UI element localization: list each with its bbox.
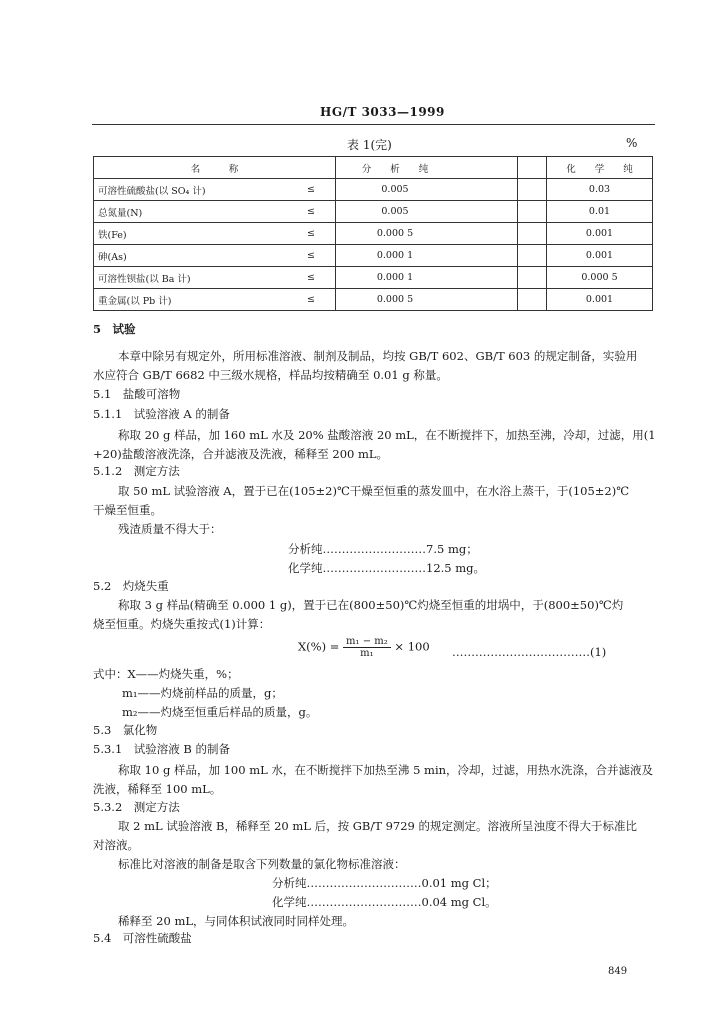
- row-name: 可溶性钡盐(以 Ba 计): [94, 267, 288, 289]
- formula-numerator: m₁ − m₂: [343, 636, 391, 648]
- table-row: [94, 267, 653, 289]
- s532-limit-ar: 分析纯…………………………0.01 mg Cl；: [272, 876, 497, 890]
- row-op: ≤: [307, 250, 315, 261]
- row-name: 重金属(以 Pb 计): [94, 289, 288, 311]
- header-rule: [92, 124, 655, 125]
- row-op: ≤: [307, 184, 315, 195]
- section-5-1-2: 5.1.2 测定方法: [93, 464, 180, 478]
- s5-para-line1: 本章中除另有规定外，所用标准溶液、制剂及制品，均按 GB/T 602、GB/T 603 的规定制备，实验用: [118, 349, 638, 363]
- table-header-row: [94, 157, 653, 179]
- table-row: [94, 245, 653, 267]
- table-row: [94, 179, 653, 201]
- row-cp: 0.001: [547, 223, 653, 245]
- row-ar: 0.000 5: [336, 223, 455, 245]
- s532-limit-cp: 化学纯…………………………0.04 mg Cl。: [272, 895, 497, 909]
- formula-number: ………………………………(1): [452, 645, 607, 659]
- row-cp: 0.000 5: [547, 267, 653, 289]
- s532-para-line1: 取 2 mL 试验溶液 B，稀释至 20 mL 后，按 GB/T 9729 的规定测定。溶液所呈浊度不得大于标准比: [118, 819, 637, 833]
- row-ar: 0.005: [336, 201, 455, 223]
- row-op: ≤: [307, 228, 315, 239]
- row-name: 可溶性硫酸盐(以 SO₄ 计): [94, 179, 288, 201]
- section-5-4: 5.4 可溶性硫酸盐: [93, 931, 192, 945]
- s5-para-line2: 水应符合 GB/T 6682 中三级水规格，样品均按精确至 0.01 g 称量。: [93, 368, 448, 382]
- table-row: [94, 201, 653, 223]
- s511-para-line2: +20)盐酸溶液洗涤，合并滤液及洗液，稀释至 200 mL。: [93, 447, 389, 461]
- formula-1: [298, 636, 430, 659]
- formula-fraction: [343, 636, 391, 659]
- row-name: 砷(As): [94, 245, 288, 267]
- s512-limit-ar: 分析纯………………………7.5 mg；: [288, 542, 478, 556]
- row-cp: 0.001: [547, 289, 653, 311]
- s512-para-2: 残渣质量不得大于：: [118, 522, 222, 536]
- s512-para-line1: 取 50 mL 试验溶液 A，置于已在(105±2)℃干燥至恒重的蒸发皿中，在水浴上蒸干，于(105±2)℃: [118, 484, 630, 498]
- row-op: ≤: [307, 206, 315, 217]
- row-cp: 0.03: [547, 179, 653, 201]
- formula-denominator: m₁: [360, 648, 374, 659]
- row-name: 总氮量(N): [94, 201, 288, 223]
- section-5-1-1: 5.1.1 试验溶液 A 的制备: [93, 407, 230, 421]
- section-5-3-2: 5.3.2 测定方法: [93, 800, 180, 814]
- s512-para-line2: 干燥至恒重。: [93, 503, 162, 517]
- section-5-3-1: 5.3.1 试验溶液 B 的制备: [93, 742, 231, 756]
- s532-para-3: 稀释至 20 mL，与同体积试液同时同样处理。: [118, 914, 354, 928]
- row-cp: 0.01: [547, 201, 653, 223]
- row-ar: 0.000 1: [336, 267, 455, 289]
- formula-lhs: X(%) =: [298, 639, 340, 654]
- page-number: 849: [608, 966, 628, 977]
- s532-para-2: 标准比对溶液的制备是取含下列数量的氯化物标准溶液：: [118, 857, 406, 871]
- section-5-title: 5 试验: [93, 322, 136, 336]
- row-op: ≤: [307, 272, 315, 283]
- col-cp: 化 学 纯: [547, 157, 653, 179]
- s531-para-line2: 洗液，稀释至 100 mL。: [93, 782, 222, 796]
- where-x: 式中：X——灼烧失重，%；: [93, 667, 239, 681]
- s52-para-line1: 称取 3 g 样品(精确至 0.000 1 g)，置于已在(800±50)℃灼烧至恒重的坩埚中，于(800±50)℃灼: [118, 598, 624, 612]
- s511-para-line1: 称取 20 g 样品，加 160 mL 水及 20% 盐酸溶液 20 mL，在不断搅拌下，加热至沸，冷却，过滤，用(1: [118, 428, 656, 442]
- table-unit: %: [626, 136, 638, 150]
- section-5-1: 5.1 盐酸可溶物: [93, 387, 181, 401]
- row-ar: 0.000 1: [336, 245, 455, 267]
- spec-table: [93, 156, 653, 311]
- row-ar: 0.000 5: [336, 289, 455, 311]
- table-row: [94, 223, 653, 245]
- col-ar: 分 析 纯: [336, 157, 455, 179]
- where-m2: m₂——灼烧至恒重后样品的质量，g。: [122, 705, 318, 719]
- section-5-3: 5.3 氯化物: [93, 723, 158, 737]
- s531-para-line1: 称取 10 g 样品，加 100 mL 水，在不断搅拌下加热至沸 5 min，冷却，过滤，用热水洗涤，合并滤液及: [118, 763, 654, 777]
- formula-rhs: × 100: [394, 639, 430, 654]
- col-name: 名 称: [94, 157, 336, 179]
- row-ar: 0.005: [336, 179, 455, 201]
- table-caption: 表 1(完): [347, 138, 392, 152]
- table-row: [94, 289, 653, 311]
- row-name: 铁(Fe): [94, 223, 288, 245]
- row-cp: 0.001: [547, 245, 653, 267]
- where-m1: m₁——灼烧前样品的质量，g；: [122, 686, 283, 700]
- section-5-2: 5.2 灼烧失重: [93, 579, 169, 593]
- s512-limit-cp: 化学纯………………………12.5 mg。: [288, 561, 486, 575]
- s532-para-line2: 对溶液。: [93, 838, 139, 852]
- standard-number: HG/T 3033—1999: [320, 105, 445, 119]
- s52-para-line2: 烧至恒重。灼烧失重按式(1)计算：: [93, 617, 271, 631]
- row-op: ≤: [307, 294, 315, 305]
